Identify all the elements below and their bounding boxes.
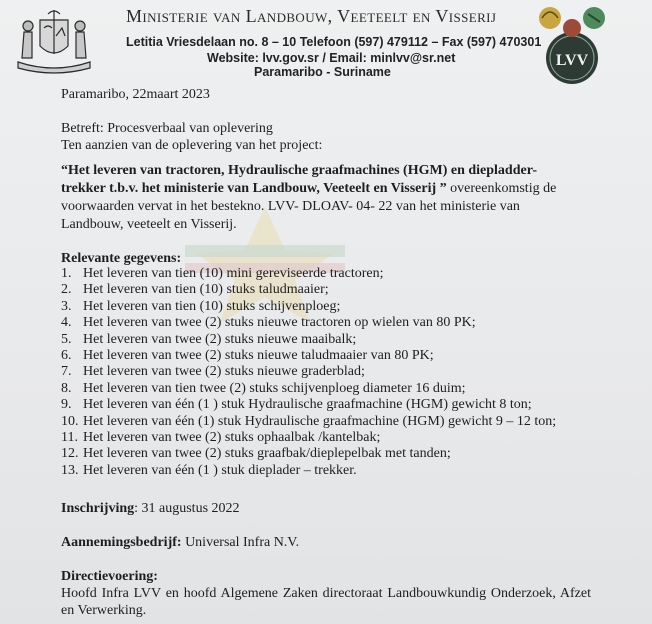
ministry-name: Ministerie van Landbouw, Veeteelt en Visserij xyxy=(126,6,497,26)
list-item: 6. Het leveren van twee (2) stuks nieuwe taludmaaier van 80 PK; xyxy=(61,348,434,364)
list-item: 1. Het leveren van tien (10) mini gereviseerde tractoren; xyxy=(61,266,384,281)
management-heading: Directievoering: xyxy=(61,569,158,584)
management-text: Hoofd Infra LVV en hoofd Algemene Zaken directoraat Landbouwkundig Onderzoek, Afzet en Verwerking. xyxy=(61,586,591,618)
list-item: 5. Het leveren van twee (2) stuks nieuwe maaibalk; xyxy=(61,331,357,347)
project-ministry-line: Landbouw, veeteelt en Visserij. xyxy=(61,217,237,232)
relevant-data-heading: Relevante gegevens: xyxy=(61,251,182,266)
registration-date: : 31 augustus 2022 xyxy=(134,501,240,516)
ministry-city: Paramaribo - Suriname xyxy=(254,65,391,79)
ministry-website: Website: lvv.gov.sr / Email: minlvv@sr.net xyxy=(207,51,456,65)
list-item: 12. Het leveren van twee (2) stuks graafbak/dieplepelbak met tanden; xyxy=(61,446,451,462)
list-item: 7. Het leveren van twee (2) stuks nieuwe graderblad; xyxy=(61,364,365,380)
ministry-address: Letitia Vriesdelaan no. 8 – 10 Telefoon (597) 479112 – Fax (597) 470301 xyxy=(126,35,542,49)
project-title-line2: trekker t.b.v. het ministerie van Landbouw, Veeteelt en Visserij ” xyxy=(61,181,447,196)
subject-reference: Ten aanzien van de oplevering van het project: xyxy=(61,138,323,153)
list-item: 9. Het leveren van één (1 ) stuk Hydraulische graafmachine (HGM) gewicht 8 ton; xyxy=(61,397,532,413)
project-title-line1: “Het leveren van tractoren, Hydraulische graafmachines (HGM) en diepladder- xyxy=(61,163,538,178)
deliverables-list xyxy=(61,266,556,479)
contractor-label: Aannemingsbedrijf: xyxy=(61,535,182,550)
lvv-logo-icon xyxy=(532,2,612,86)
registration-line xyxy=(61,500,240,517)
registration-label: Inschrijving xyxy=(61,501,135,516)
list-item: 2. Het leveren van tien (10) stuks taludmaaier; xyxy=(61,282,329,298)
letter-date: Paramaribo, 22maart 2023 xyxy=(61,87,210,102)
list-item: 4. Het leveren van twee (2) stuks nieuwe tractoren op wielen van 80 PK; xyxy=(61,315,476,331)
list-item: 10. Het leveren van één (1) stuk Hydraulische graafmachine (HGM) gewicht 9 – 12 ton; xyxy=(61,413,557,429)
project-conditions-text: overeenkomstig de xyxy=(446,181,557,196)
list-item: 3. Het leveren van tien (10) stuks schijvenploeg; xyxy=(61,298,341,314)
lvv-logo-text: LVV xyxy=(555,52,589,69)
project-description xyxy=(61,162,621,234)
contractor-name: Universal Infra N.V. xyxy=(181,535,300,550)
list-item: 8. Het leveren van tien twee (2) stuks schijvenploeg diameter 16 duim; xyxy=(61,380,466,396)
project-bestek-line: voorwaarden vervat in het bestekno. LVV- DLOAV- 04- 22 van het ministerie van xyxy=(61,199,520,214)
subject-line: Betreft: Procesverbaal van oplevering xyxy=(61,121,273,136)
list-item: 13. Het leveren van één (1 ) stuk dieplader – trekker. xyxy=(61,462,357,478)
coat-of-arms-icon xyxy=(10,6,98,78)
contractor-line xyxy=(61,534,299,551)
list-item: 11. Het leveren van twee (2) stuks ophaalbak /kantelbak; xyxy=(61,430,381,446)
